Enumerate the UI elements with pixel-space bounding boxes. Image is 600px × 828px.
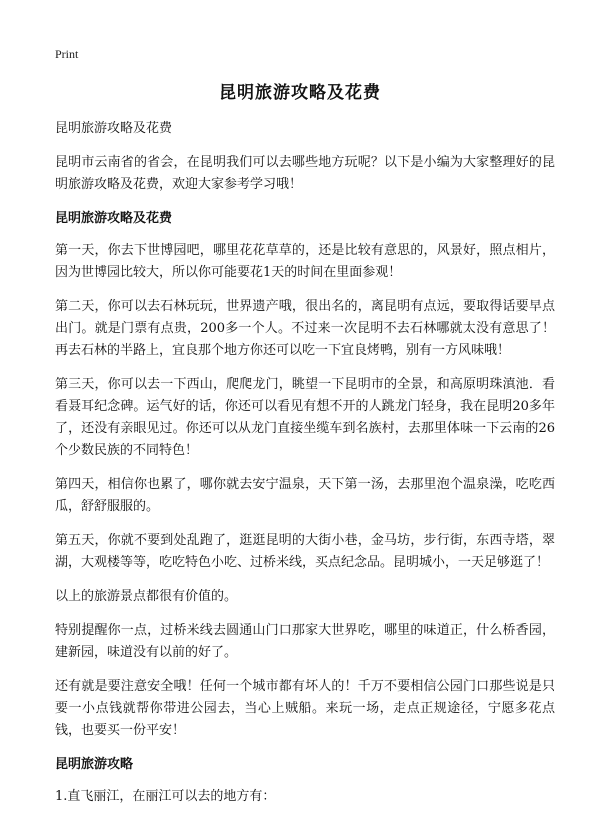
paragraph-summary: 以上的旅游景点都很有价值的。	[55, 589, 238, 604]
section-heading-guide: 昆明旅游攻略	[55, 757, 134, 772]
paragraph-tip-safety: 还有就是要注意安全哦！任何一个城市都有坏人的！千万不要相信公园门口那些说是只要一小点钱就帮你带进公园去，当心上贼船。来玩一场，走点正规途径，宁愿多花点钱，也要买一份平安！	[55, 679, 555, 738]
section-heading-costs: 昆明旅游攻略及花费	[55, 211, 173, 226]
paragraph-day3: 第三天，你可以去一下西山，爬爬龙门，眺望一下昆明市的全景，和高原明珠滇池．看看聂耳纪念碑。运气好的话，你还可以看见有想不开的人跳龙门轻身，我在昆明20多年了，还没有亲眼见过。你还可以从龙门直接坐缆车到名族村，去那里体味一下云南的26个少数民族的不同特色！	[55, 377, 555, 458]
paragraph-day5: 第五天，你就不要到处乱跑了，逛逛昆明的大街小巷，金马坊，步行街，东西寺塔，翠湖，大观楼等等，吃吃特色小吃、过桥米线，买点纪念品。昆明城小，一天足够逛了！	[55, 533, 555, 570]
paragraph-day1: 第一天，你去下世博园吧，哪里花花草草的，还是比较有意思的，风景好，照点相片，因为世博园比较大，所以你可能要花1天的时间在里面参观！	[55, 243, 555, 280]
print-link[interactable]: Print	[55, 47, 79, 61]
intro-paragraph: 昆明市云南省的省会，在昆明我们可以去哪些地方玩呢？以下是小编为大家整理好的昆明旅游攻略及花费，欢迎大家参考学习哦！	[55, 155, 555, 192]
paragraph-tip-noodles: 特别提醒你一点，过桥米线去圆通山门口那家大世界吃，哪里的味道正，什么桥香园，建新园，味道没有以前的好了。	[55, 623, 555, 660]
article-body	[55, 118, 555, 808]
list-item-lijiang: 1.直飞丽江，在丽江可以去的地方有：	[55, 789, 276, 804]
paragraph-day4: 第四天，相信你也累了，哪你就去安宁温泉，天下第一汤，去那里泡个温泉澡，吃吃西瓜，舒舒服服的。	[55, 477, 555, 514]
page-title: 昆明旅游攻略及花费	[219, 83, 381, 103]
article-subtitle: 昆明旅游攻略及花费	[55, 121, 173, 136]
paragraph-day2: 第二天，你可以去石林玩玩，世界遗产哦，很出名的，离昆明有点远，要取得话要早点出门。就是门票有点贵，200多一个人。不过来一次昆明不去石林哪就太没有意思了！再去石林的半路上，宜良那个地方你还可以吃一下宜良烤鸭，别有一方风味哦！	[55, 299, 555, 358]
